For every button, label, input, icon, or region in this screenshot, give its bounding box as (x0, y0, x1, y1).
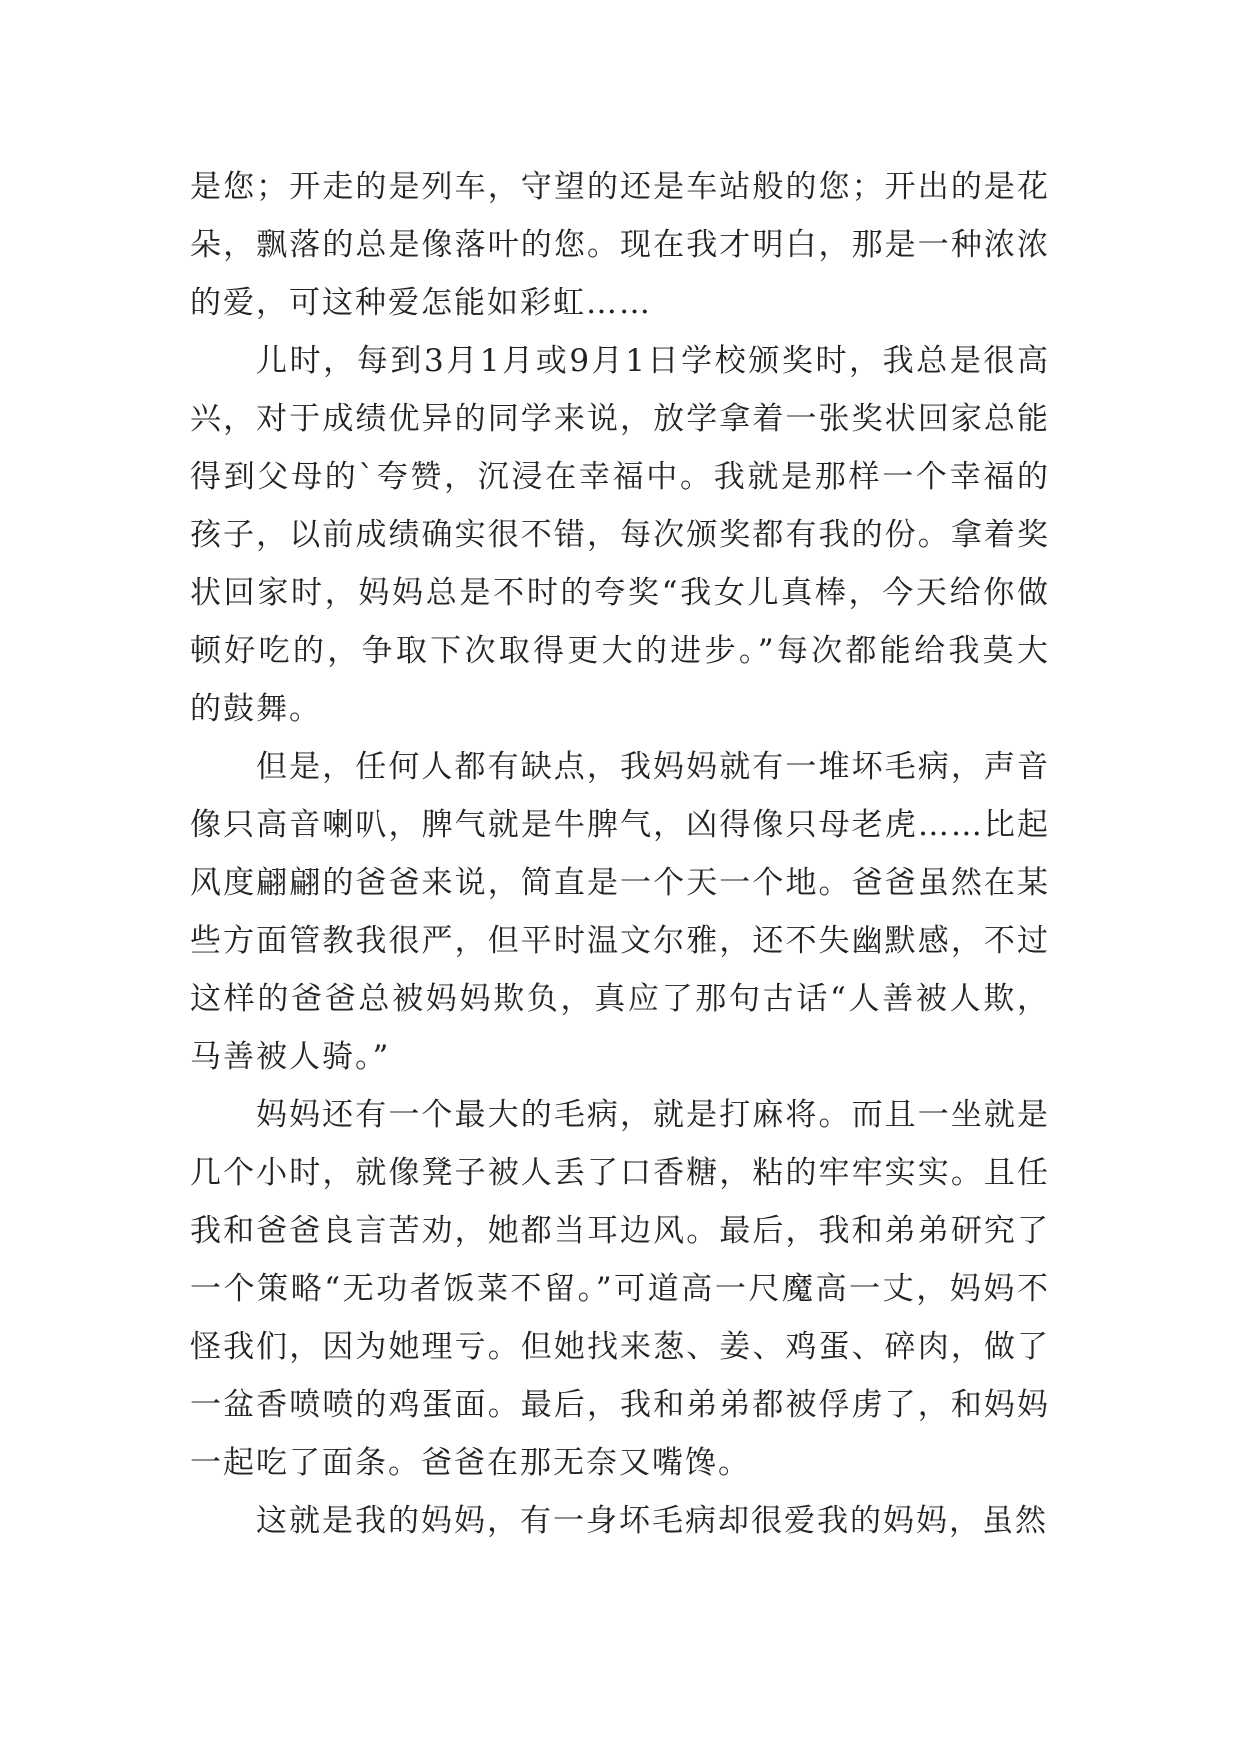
paragraph-award-memory: 儿时，每到3月1月或9月1日学校颁奖时，我总是很高兴，对于成绩优异的同学来说，放学拿着一张奖状回家总能得到父母的`夸赞，沉浸在幸福中。我就是那样一个幸福的孩子，以前成绩确实很不错，每次颁奖都有我的份。拿着奖状回家时，妈妈总是不时的夸奖“我女儿真棒，今天给你做顿好吃的，争取下次取得更大的进步。”每次都能给我莫大的鼓舞。 (190, 343, 1050, 727)
paragraph-mother-flaws: 但是，任何人都有缺点，我妈妈就有一堆坏毛病，声音像只高音喇叭，脾气就是牛脾气，凶得像只母老虎……比起风度翩翩的爸爸来说，简直是一个天一个地。爸爸虽然在某些方面管教我很严，但平时温文尔雅，还不失幽默感，不过这样的爸爸总被妈妈欺负，真应了那句古话“人善被人欺，马善被人骑。” (190, 749, 1050, 1075)
paragraph-conclusion-start: 这就是我的妈妈，有一身坏毛病却很爱我的妈妈，虽然 (256, 1503, 1048, 1539)
paragraph-continuation: 是您；开走的是列车，守望的还是车站般的您；开出的是花朵，飘落的总是像落叶的您。现在我才明白，那是一种浓浓的爱，可这种爱怎能如彩虹…… (190, 169, 1050, 321)
paragraph-mahjong: 妈妈还有一个最大的毛病，就是打麻将。而且一坐就是几个小时，就像凳子被人丢了口香糖，粘的牢牢实实。且任我和爸爸良言苦劝，她都当耳边风。最后，我和弟弟研究了一个策略“无功者饭菜不留。”可道高一尺魔高一丈，妈妈不怪我们，因为她理亏。但她找来葱、姜、鸡蛋、碎肉，做了一盆香喷喷的鸡蛋面。最后，我和弟弟都被俘虏了，和妈妈一起吃了面条。爸爸在那无奈又嘴馋。 (190, 1097, 1050, 1481)
document-body (190, 158, 1050, 1550)
